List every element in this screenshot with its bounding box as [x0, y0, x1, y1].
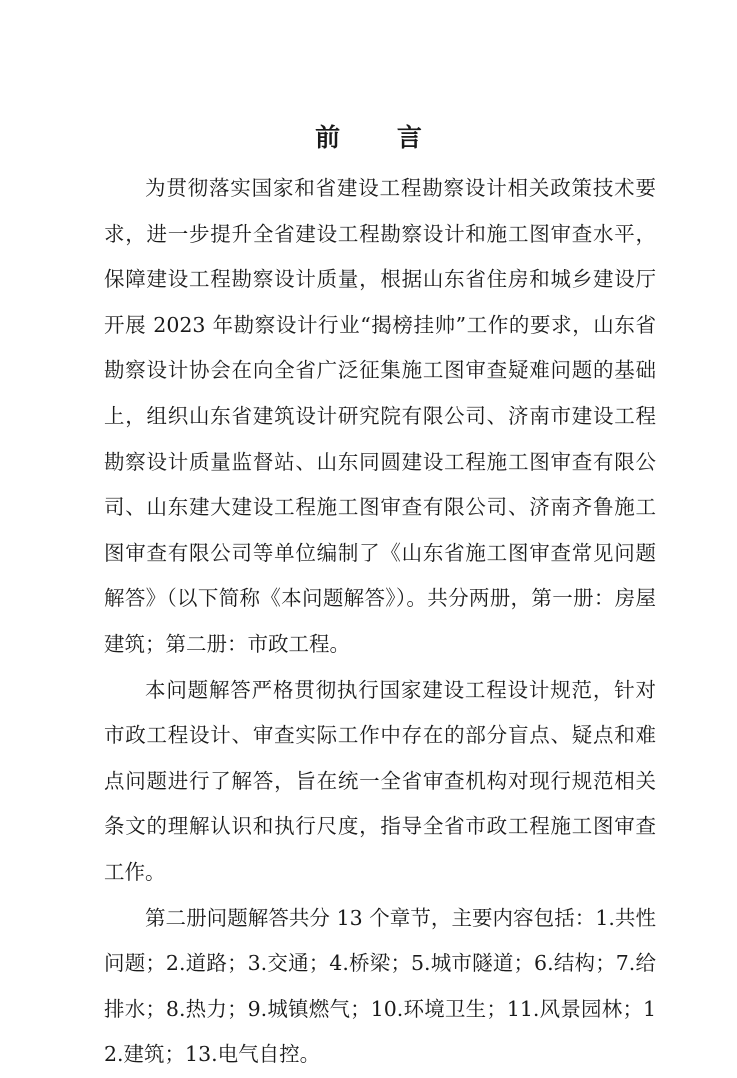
paragraph-scope: 本问题解答严格贯彻执行国家建设工程设计规范，针对市政工程设计、审查实际工作中存在的部分盲点、疑点和难点问题进行了解答，旨在统一全省审查机构对现行规范相关条文的理解认识和执行尺度，指导全省市政工程施工图审查工作。	[104, 677, 656, 884]
page-title: 前 言	[315, 123, 446, 152]
paragraph-contents: 第二册问题解答共分 13 个章节，主要内容包括：1.共性问题；2.道路；3.交通；4.桥梁；5.城市隧道；6.结构；7.给排水；8.热力；9.城镇燃气；10.环境卫生；11.风景园林；12.建筑；13.电气自控。	[104, 905, 656, 1067]
document-body	[104, 166, 656, 1078]
paragraph-purpose: 为贯彻落实国家和省建设工程勘察设计相关政策技术要求，进一步提升全省建设工程勘察设计和施工图审查水平，保障建设工程勘察设计质量，根据山东省住房和城乡建设厅开展 2023 年勘察设计行业“揭榜挂帅”工作的要求，山东省勘察设计协会在向全省广泛征集施工图审查疑难问题的基础上，组织山东省建筑设计研究院有限公司、济南市建设工程勘察设计质量监督站、山东同圆建设工程施工图审查有限公司、山东建大建设工程施工图审查有限公司、济南齐鲁施工图审查有限公司等单位编制了《山东省施工图审查常见问题解答》（以下简称《本问题解答》）。共分两册，第一册：房屋建筑；第二册：市政工程。	[104, 176, 656, 656]
